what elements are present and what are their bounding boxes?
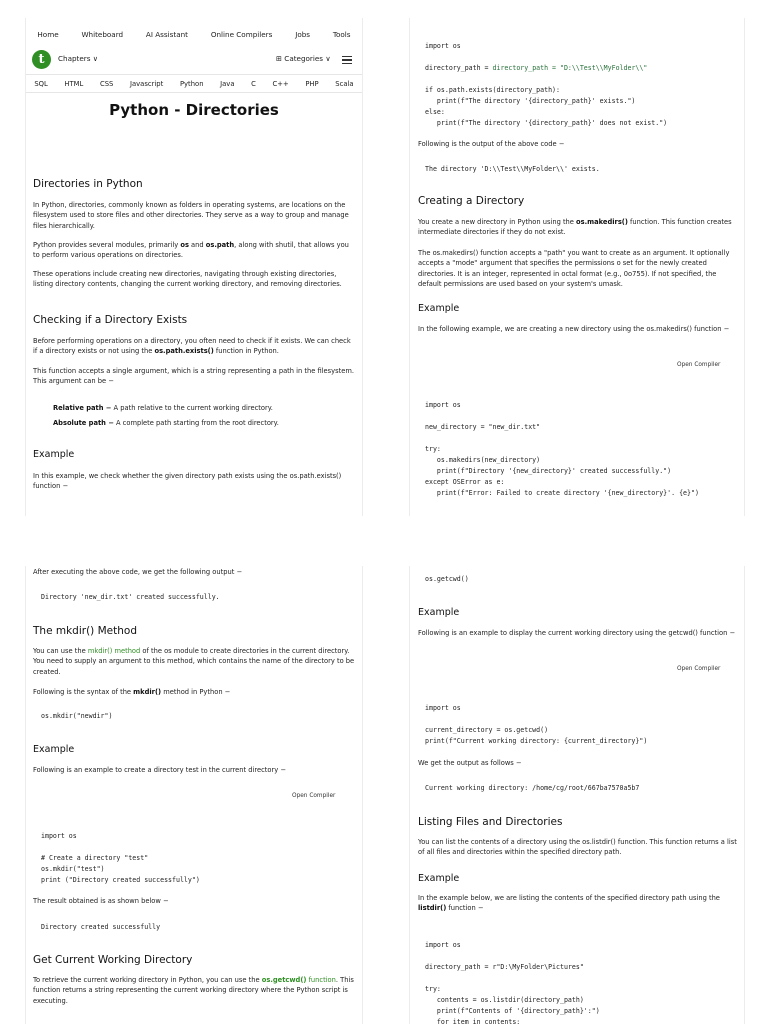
lang-java-link[interactable]: Java: [220, 80, 235, 88]
output-block: Current working directory: /home/cg/root/667ba7570a5b7: [425, 784, 640, 792]
lang-sql-link[interactable]: SQL: [34, 80, 48, 88]
code-line: new_directory = "new_dir.txt": [425, 423, 541, 431]
heading-directories: Directories in Python: [33, 178, 143, 190]
code-line: try:: [425, 985, 441, 993]
code-line: [425, 433, 699, 444]
heading-mkdir: The mkdir() Method: [33, 625, 137, 637]
paragraph: In the following example, we are creating a new directory using the os.makedirs() function −: [418, 325, 730, 333]
code-line: [425, 951, 600, 962]
paragraph: In the example below, we are listing the contents of the specified directory path using the listdir() function −: [418, 894, 720, 913]
lang-scala-link[interactable]: Scala: [335, 80, 354, 88]
site-logo[interactable]: t: [32, 50, 51, 69]
output-block: Directory created successfully: [41, 923, 161, 931]
code-line: import os: [425, 941, 461, 949]
page-title: Python - Directories: [109, 101, 279, 119]
paragraph: After executing the above code, we get the following output −: [33, 568, 243, 576]
output-block: Directory 'new_dir.txt' created successfully.: [41, 593, 220, 601]
code-line: [425, 714, 647, 725]
code-line: os.mkdir("test"): [41, 865, 105, 873]
hamburger-menu-icon[interactable]: [342, 54, 352, 66]
code-line: [425, 74, 667, 85]
code-line: print(f"The directory '{directory_path}' does not exist."): [425, 119, 668, 127]
lang-cpp-link[interactable]: C++: [272, 80, 289, 88]
code-line: if os.path.exists(directory_path):: [425, 86, 560, 94]
code-line: directory_path = directory_path = "D:\\Test\\MyFolder\\": [425, 64, 648, 72]
open-compiler-link[interactable]: Open Compiler: [677, 362, 721, 368]
open-compiler-link[interactable]: Open Compiler: [292, 793, 336, 799]
output-block: The directory 'D:\\Test\\MyFolder\\' exists.: [425, 165, 600, 173]
code-line: print(f"Contents of '{directory_path}':"): [425, 1007, 600, 1015]
language-navigation: [26, 78, 362, 90]
paragraph: This function accepts a single argument, which is a string representing a path in the filesystem. This argument can be −: [33, 367, 354, 386]
divider: [26, 74, 362, 75]
code-line: [425, 411, 699, 422]
code-line: print ("Directory created successfully"): [41, 876, 200, 884]
paragraph: You create a new directory in Python using the os.makedirs() function. This function creates intermediate directories if they do not exist.: [418, 218, 732, 237]
panel-page-4: [409, 566, 745, 1024]
categories-dropdown[interactable]: ⊞ Categories ∨: [276, 54, 331, 63]
panel-page-2: [409, 18, 745, 516]
top-navigation: [26, 18, 362, 50]
code-line: # Create a directory "test": [41, 854, 149, 862]
code-block: [425, 389, 699, 516]
paragraph: We get the output as follows −: [418, 759, 522, 767]
paragraph: Before performing operations on a directory, you often need to check if it exists. We can check if a directory exists or not using the os.path.exists() function in Python.: [33, 337, 351, 356]
divider: [26, 92, 362, 93]
paragraph: These operations include creating new directories, navigating through existing directories, listing directory contents, changing the current working directory, and removing directories.: [33, 270, 342, 289]
code-block: [425, 30, 667, 151]
code-line: except OSError as e:: [425, 478, 505, 486]
heading-example: Example: [418, 873, 460, 884]
code-line: import os: [425, 401, 461, 409]
paragraph: Following is the output of the above code −: [418, 140, 565, 148]
code-line: contents = os.listdir(directory_path): [425, 996, 584, 1004]
nav-online-compilers-link[interactable]: Online Compilers: [210, 29, 273, 39]
paragraph: In this example, we check whether the given directory path exists using the os.path.exists() function −: [33, 472, 342, 491]
panel-page-3: [25, 566, 363, 1024]
code-line: import os: [425, 704, 461, 712]
lang-javascript-link[interactable]: Javascript: [129, 80, 164, 88]
nav-ai-assistant-link[interactable]: AI Assistant: [145, 29, 188, 39]
code-line: print(f"Current working directory: {current_directory}"): [425, 737, 648, 745]
heading-creating-directory: Creating a Directory: [418, 195, 525, 207]
panel-page-1: [25, 18, 363, 516]
heading-cwd: Get Current Working Directory: [33, 954, 193, 966]
syntax-block: os.mkdir("newdir"): [41, 712, 113, 720]
paragraph: You can list the contents of a directory using the os.listdir() function. This function returns a list of all files and directories within the specified directory path.: [418, 838, 737, 857]
paragraph: Python provides several modules, primarily os and os.path, along with shutil, that allows you to perform various operations on directories.: [33, 241, 349, 260]
code-line: [425, 52, 667, 63]
paragraph: To retrieve the current working directory in Python, you can use the os.getcwd() function. This function returns a string representing the current working directory where the Python script is executing.: [33, 976, 354, 1005]
mkdir-method-link[interactable]: mkdir() method: [87, 647, 141, 655]
paragraph: You can use the mkdir() method of the os module to create directories in the current directory. You need to supply an argument to this method, which contains the name of the directory to be created.: [33, 647, 355, 676]
heading-example: Example: [418, 303, 460, 314]
nav-home-link[interactable]: Home: [37, 29, 59, 39]
nav-tools-link[interactable]: Tools: [332, 29, 351, 39]
code-line: current_directory = os.getcwd(): [425, 726, 549, 734]
lang-html-link[interactable]: HTML: [64, 80, 84, 88]
code-line: import os: [41, 832, 77, 840]
lang-css-link[interactable]: CSS: [99, 80, 114, 88]
heading-example: Example: [418, 607, 460, 618]
heading-example: Example: [33, 744, 75, 755]
code-line: print(f"The directory '{directory_path}' exists."): [425, 97, 636, 105]
paragraph: Following is the syntax of the mkdir() method in Python −: [33, 688, 231, 696]
paragraph: The result obtained is as shown below −: [33, 897, 169, 905]
syntax-block: os.getcwd(): [425, 575, 469, 583]
code-line: [425, 973, 600, 984]
heading-example: Example: [33, 449, 75, 460]
open-compiler-link[interactable]: Open Compiler: [677, 666, 721, 672]
code-block: [41, 820, 200, 908]
paragraph: Following is an example to display the current working directory using the getcwd() function −: [418, 629, 736, 637]
code-line: import os: [425, 42, 461, 50]
paragraph: The os.makedirs() function accepts a "path" you want to create as an argument. It optionally accepts a "mode" argument that specifies the permissions o set for the newly created directories. It is an integer, represented in octal format (e.g., 0o755). If not specified, the default permissions are used based on your system's umask.: [418, 249, 730, 289]
heading-listing: Listing Files and Directories: [418, 816, 563, 828]
nav-jobs-link[interactable]: Jobs: [295, 29, 311, 39]
paragraph: In Python, directories, commonly known as folders in operating systems, are locations on the filesystem used to store files and other directories. They serve as a way to group and manage files hierarchically.: [33, 201, 349, 230]
lang-php-link[interactable]: PHP: [305, 80, 319, 88]
code-line: for item in contents:: [425, 1018, 521, 1024]
getcwd-link[interactable]: os.getcwd(): [261, 976, 307, 984]
code-block: [425, 929, 600, 1024]
code-line: try:: [425, 445, 441, 453]
code-line: else:: [425, 108, 445, 116]
list-item: Relative path − A path relative to the current working directory.: [53, 404, 273, 412]
nav-whiteboard-link[interactable]: Whiteboard: [81, 29, 124, 39]
code-line: print(f"Error: Failed to create directory '{new_directory}'. {e}"): [425, 489, 699, 497]
heading-check-exists: Checking if a Directory Exists: [33, 314, 188, 326]
code-line: print(f"Directory '{new_directory}' created successfully."): [425, 467, 672, 475]
lang-python-link[interactable]: Python: [179, 80, 204, 88]
paragraph: Following is an example to create a directory test in the current directory −: [33, 766, 286, 774]
code-line: os.makedirs(new_directory): [425, 456, 541, 464]
code-line: [41, 842, 200, 853]
code-line: directory_path = r"D:\MyFolder\Pictures": [425, 963, 584, 971]
list-item: Absolute path − A complete path starting from the root directory.: [53, 419, 279, 427]
lang-c-link[interactable]: C: [251, 80, 256, 88]
chapters-dropdown[interactable]: Chapters ∨: [58, 54, 99, 63]
